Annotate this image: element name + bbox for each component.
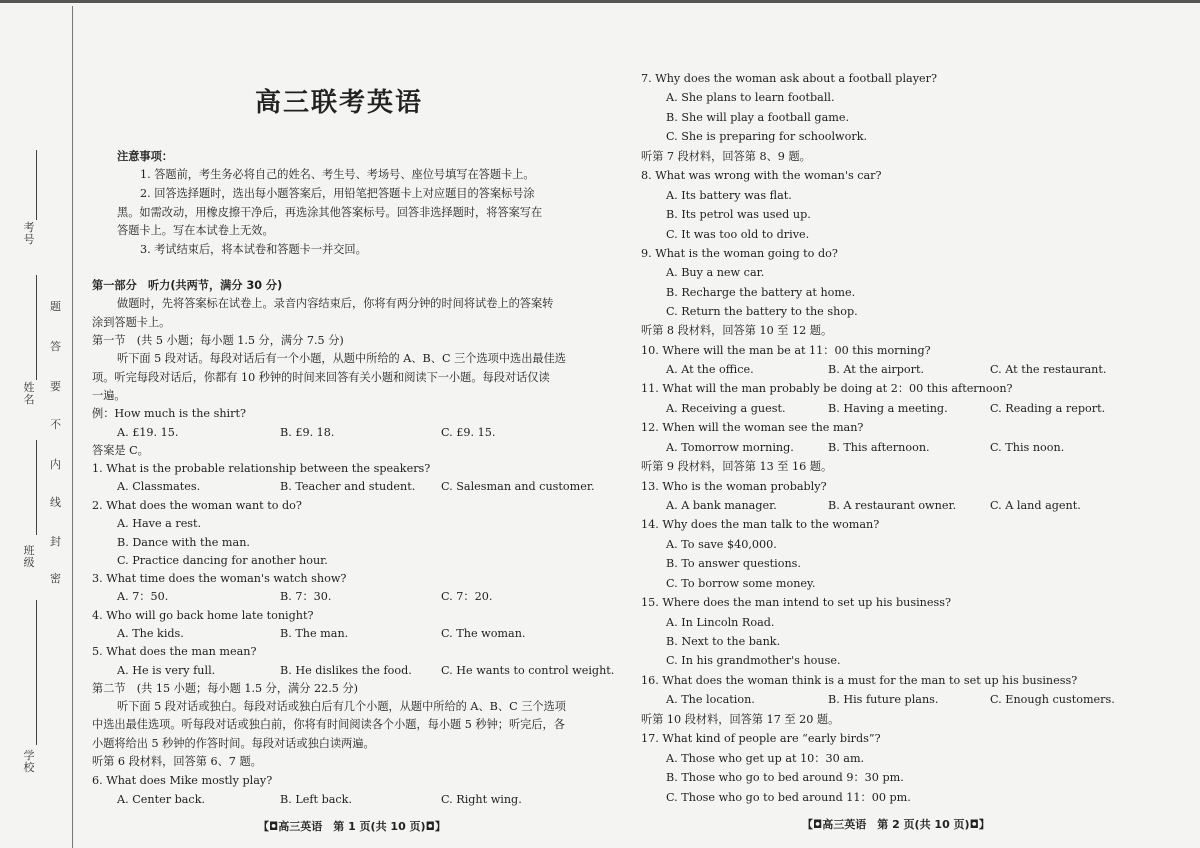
question-4: 4. Who will go back home late tonight?: [92, 609, 314, 622]
option: C. Reading a report.: [990, 402, 1106, 415]
option: A. To save $40,000.: [666, 538, 777, 551]
question-13: 13. Who is the woman probably?: [641, 480, 827, 493]
option: A. In Lincoln Road.: [666, 616, 775, 629]
question-7: 7. Why does the woman ask about a football player?: [641, 72, 937, 85]
material-heading: 听第 9 段材料，回答第 13 至 16 题。: [641, 460, 833, 473]
option: C. Practice dancing for another hour.: [117, 554, 328, 567]
example-question: 例：How much is the shirt?: [92, 407, 246, 420]
option: A. A bank manager.: [666, 499, 777, 512]
question-16: 16. What does the woman think is a must for the man to set up his business?: [641, 674, 1078, 687]
question-3: 3. What time does the woman's watch show?: [92, 572, 347, 585]
example-option: B. £9. 18.: [280, 426, 335, 439]
option: A. Center back.: [117, 793, 206, 806]
seal-char: 线: [50, 496, 61, 509]
page-footer-left: 【◘高三英语 第 1 页(共 10 页)◘】: [258, 820, 446, 833]
option: A. She plans to learn football.: [666, 91, 835, 104]
option: B. A restaurant owner.: [828, 499, 957, 512]
option: B. 7：30.: [280, 590, 332, 603]
xingming-label: 姓名: [23, 381, 35, 406]
kaohao-label: 考号: [23, 221, 35, 246]
option: B. Recharge the battery at home.: [666, 286, 856, 299]
example-option: C. £9. 15.: [441, 426, 496, 439]
notice-heading: 注意事项：: [117, 150, 173, 163]
option: B. Dance with the man.: [117, 536, 250, 549]
option: A. 7：50.: [117, 590, 169, 603]
question-9: 9. What is the woman going to do?: [641, 247, 838, 260]
option: C. 7：20.: [441, 590, 493, 603]
section2-heading: 第二节 (共 15 小题；每小题 1.5 分，满分 22.5 分): [92, 682, 359, 695]
top-border: [0, 0, 1200, 3]
option: B. Having a meeting.: [828, 402, 948, 415]
option: B. At the airport.: [828, 363, 925, 376]
question-10: 10. Where will the man be at 11：00 this morning?: [641, 344, 931, 357]
option: C. This noon.: [990, 441, 1065, 454]
xuexiao-line: [36, 600, 37, 745]
notice-item: 答题卡上。写在本试卷上无效。: [117, 224, 274, 237]
page-title: 高三联考英语: [255, 88, 424, 118]
option: A. Tomorrow morning.: [666, 441, 794, 454]
question-12: 12. When will the woman see the man?: [641, 421, 864, 434]
notice-item: 黑。如需改动，用橡皮擦干净后，再选涂其他答案标号。回答非选择题时，将答案写在: [117, 206, 543, 219]
question-2: 2. What does the woman want to do?: [92, 499, 302, 512]
seal-char: 密: [50, 572, 61, 585]
seal-char: 内: [50, 458, 61, 471]
section2-intro: 听下面 5 段对话或独白。每段对话或独白后有几个小题，从题中所给的 A、B、C 三个选项: [117, 700, 566, 713]
option: B. His future plans.: [828, 693, 939, 706]
binding-line: [72, 6, 73, 848]
option: B. To answer questions.: [666, 557, 801, 570]
option: C. Those who go to bed around 11：00 pm.: [666, 791, 911, 804]
seal-char: 封: [50, 535, 61, 548]
option: C. At the restaurant.: [990, 363, 1107, 376]
section2-intro: 小题将给出 5 秒钟的作答时间。每段对话或独白读两遍。: [92, 737, 375, 750]
question-11: 11. What will the man probably be doing at 2：00 this afternoon?: [641, 382, 1013, 395]
option: B. Left back.: [280, 793, 353, 806]
option: B. Those who go to bed around 9：30 pm.: [666, 771, 904, 784]
option: B. Teacher and student.: [280, 480, 416, 493]
seal-char: 要: [50, 380, 61, 393]
option: A. At the office.: [666, 363, 754, 376]
option: C. She is preparing for schoolwork.: [666, 130, 868, 143]
xingming-line: [36, 275, 37, 380]
option: A. The kids.: [117, 627, 184, 640]
part1-heading: 第一部分 听力(共两节，满分 30 分): [92, 279, 283, 292]
option: B. She will play a football game.: [666, 111, 850, 124]
question-14: 14. Why does the man talk to the woman?: [641, 518, 880, 531]
option: C. In his grandmother's house.: [666, 654, 841, 667]
material-heading: 听第 7 段材料，回答第 8、9 题。: [641, 150, 811, 163]
seal-char: 题: [50, 300, 61, 313]
question-8: 8. What was wrong with the woman's car?: [641, 169, 882, 182]
option: A. Buy a new car.: [666, 266, 765, 279]
option: A. Classmates.: [117, 480, 201, 493]
notice-item: 2. 回答选择题时，选出每小题答案后，用铅笔把答题卡上对应题目的答案标号涂: [140, 187, 535, 200]
question-17: 17. What kind of people are “early birds”?: [641, 732, 881, 745]
option: C. A land agent.: [990, 499, 1081, 512]
option: A. The location.: [666, 693, 755, 706]
option: C. He wants to control weight.: [441, 664, 615, 677]
section2-intro: 中选出最佳选项。听每段对话或独白前，你将有时间阅读各个小题，每小题 5 秒钟；听完后，各: [92, 718, 565, 731]
question-5: 5. What does the man mean?: [92, 645, 257, 658]
option: C. Return the battery to the shop.: [666, 305, 858, 318]
banji-line: [36, 440, 37, 535]
kaohao-line: [36, 150, 37, 220]
page-footer-right: 【◘高三英语 第 2 页(共 10 页)◘】: [802, 818, 990, 831]
section1-heading: 第一节 (共 5 小题；每小题 1.5 分，满分 7.5 分): [92, 334, 344, 347]
example-answer: 答案是 C。: [92, 444, 149, 457]
seal-char: 答: [50, 340, 61, 353]
option: C. Right wing.: [441, 793, 522, 806]
material-heading: 听第 8 段材料，回答第 10 至 12 题。: [641, 324, 833, 337]
section1-intro: 一遍。: [92, 389, 126, 402]
part1-intro: 做题时，先将答案标在试卷上。录音内容结束后，你将有两分钟的时间将试卷上的答案转: [117, 297, 554, 310]
option: B. Next to the bank.: [666, 635, 781, 648]
option: A. He is very full.: [117, 664, 216, 677]
notice-item: 1. 答题前，考生务必将自己的姓名、考生号、考场号、座位号填写在答题卡上。: [140, 168, 535, 181]
option: B. He dislikes the food.: [280, 664, 412, 677]
option: C. To borrow some money.: [666, 577, 816, 590]
section1-intro: 项。听完每段对话后，你都有 10 秒钟的时间来回答有关小题和阅读下一小题。每段对话仅读: [92, 371, 550, 384]
xuexiao-label: 学校: [23, 749, 35, 774]
option: B. This afternoon.: [828, 441, 930, 454]
part1-intro: 涂到答题卡上。: [92, 316, 171, 329]
option: A. Have a rest.: [117, 517, 202, 530]
option: B. The man.: [280, 627, 349, 640]
option: A. Those who get up at 10：30 am.: [666, 752, 865, 765]
option: A. Receiving a guest.: [666, 402, 786, 415]
question-1: 1. What is the probable relationship between the speakers?: [92, 462, 431, 475]
option: A. Its battery was flat.: [666, 189, 792, 202]
option: C. Enough customers.: [990, 693, 1115, 706]
banji-label: 班级: [23, 544, 35, 569]
question-6: 6. What does Mike mostly play?: [92, 774, 273, 787]
material-heading: 听第 6 段材料，回答第 6、7 题。: [92, 755, 262, 768]
option: B. Its petrol was used up.: [666, 208, 811, 221]
seal-char: 不: [50, 418, 61, 431]
section1-intro: 听下面 5 段对话。每段对话后有一个小题，从题中所给的 A、B、C 三个选项中选出最佳选: [117, 352, 566, 365]
example-option: A. £19. 15.: [117, 426, 179, 439]
question-15: 15. Where does the man intend to set up his business?: [641, 596, 951, 609]
option: C. The woman.: [441, 627, 526, 640]
notice-item: 3. 考试结束后，将本试卷和答题卡一并交回。: [140, 243, 367, 256]
material-heading: 听第 10 段材料，回答第 17 至 20 题。: [641, 713, 840, 726]
option: C. It was too old to drive.: [666, 228, 810, 241]
option: C. Salesman and customer.: [441, 480, 595, 493]
